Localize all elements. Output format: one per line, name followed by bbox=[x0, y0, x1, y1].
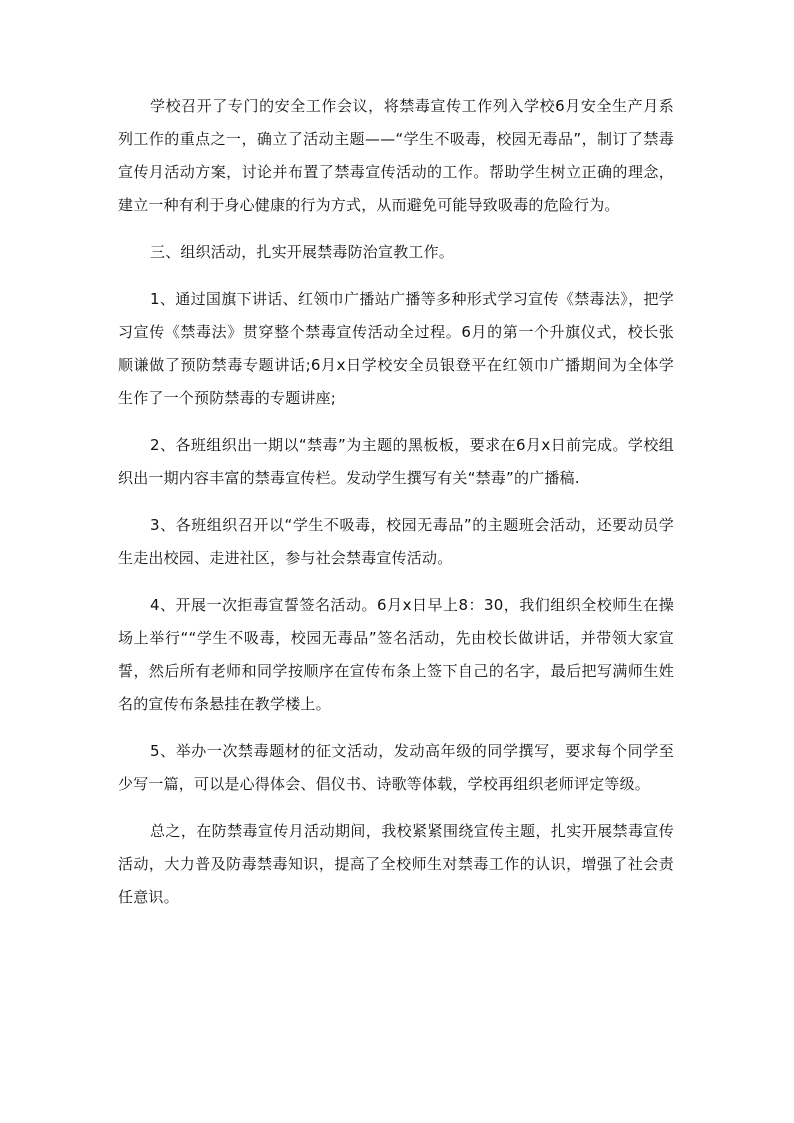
document-page bbox=[118, 90, 674, 928]
paragraph-item-1: 1、通过国旗下讲话、红领巾广播站广播等多种形式学习宣传《禁毒法》，把学习宣传《禁毒法》贯穿整个禁毒宣传活动全过程。6月的第一个升旗仪式，校长张顺谦做了预防禁毒专题讲话;6月x日学校安全员银登平在红领巾广播期间为全体学生作了一个预防禁毒的专题讲座; bbox=[118, 290, 674, 407]
paragraph-item-4: 4、开展一次拒毒宣誓签名活动。6月x日早上8：30，我们组织全校师生在操场上举行““学生不吸毒，校园无毒品”签名活动，先由校长做讲话，并带领大家宣誓，然后所有老师和同学按顺序在宣传布条上签下自己的名字，最后把写满师生姓名的宣传布条悬挂在教学楼上。 bbox=[118, 596, 674, 713]
paragraph-item-5: 5、举办一次禁毒题材的征文活动，发动高年级的同学撰写，要求每个同学至少写一篇，可以是心得体会、倡仪书、诗歌等体载，学校再组织老师评定等级。 bbox=[118, 742, 674, 793]
paragraph-meeting: 学校召开了专门的安全工作会议，将禁毒宣传工作列入学校6月安全生产月系列工作的重点之一，确立了活动主题——“学生不吸毒，校园无毒品”，制订了禁毒宣传月活动方案，讨论并布置了禁毒宣传活动的工作。帮助学生树立正确的理念，建立一种有利于身心健康的行为方式，从而避免可能导致吸毒的危险行为。 bbox=[118, 97, 674, 214]
paragraph-item-3: 3、各班组织召开以“学生不吸毒，校园无毒品”的主题班会活动，还要动员学生走出校园、走进社区，参与社会禁毒宣传活动。 bbox=[118, 516, 674, 567]
paragraph-item-2: 2、各班组织出一期以“禁毒”为主题的黑板板，要求在6月x日前完成。学校组织出一期内容丰富的禁毒宣传栏。发动学生撰写有关“禁毒”的广播稿. bbox=[118, 436, 674, 487]
section-heading: 三、组织活动，扎实开展禁毒防治宣教工作。 bbox=[150, 243, 455, 261]
paragraph-summary: 总之，在防禁毒宣传月活动期间，我校紧紧围绕宣传主题，扎实开展禁毒宣传活动，大力普及防毒禁毒知识，提高了全校师生对禁毒工作的认识，增强了社会责任意识。 bbox=[118, 822, 674, 906]
